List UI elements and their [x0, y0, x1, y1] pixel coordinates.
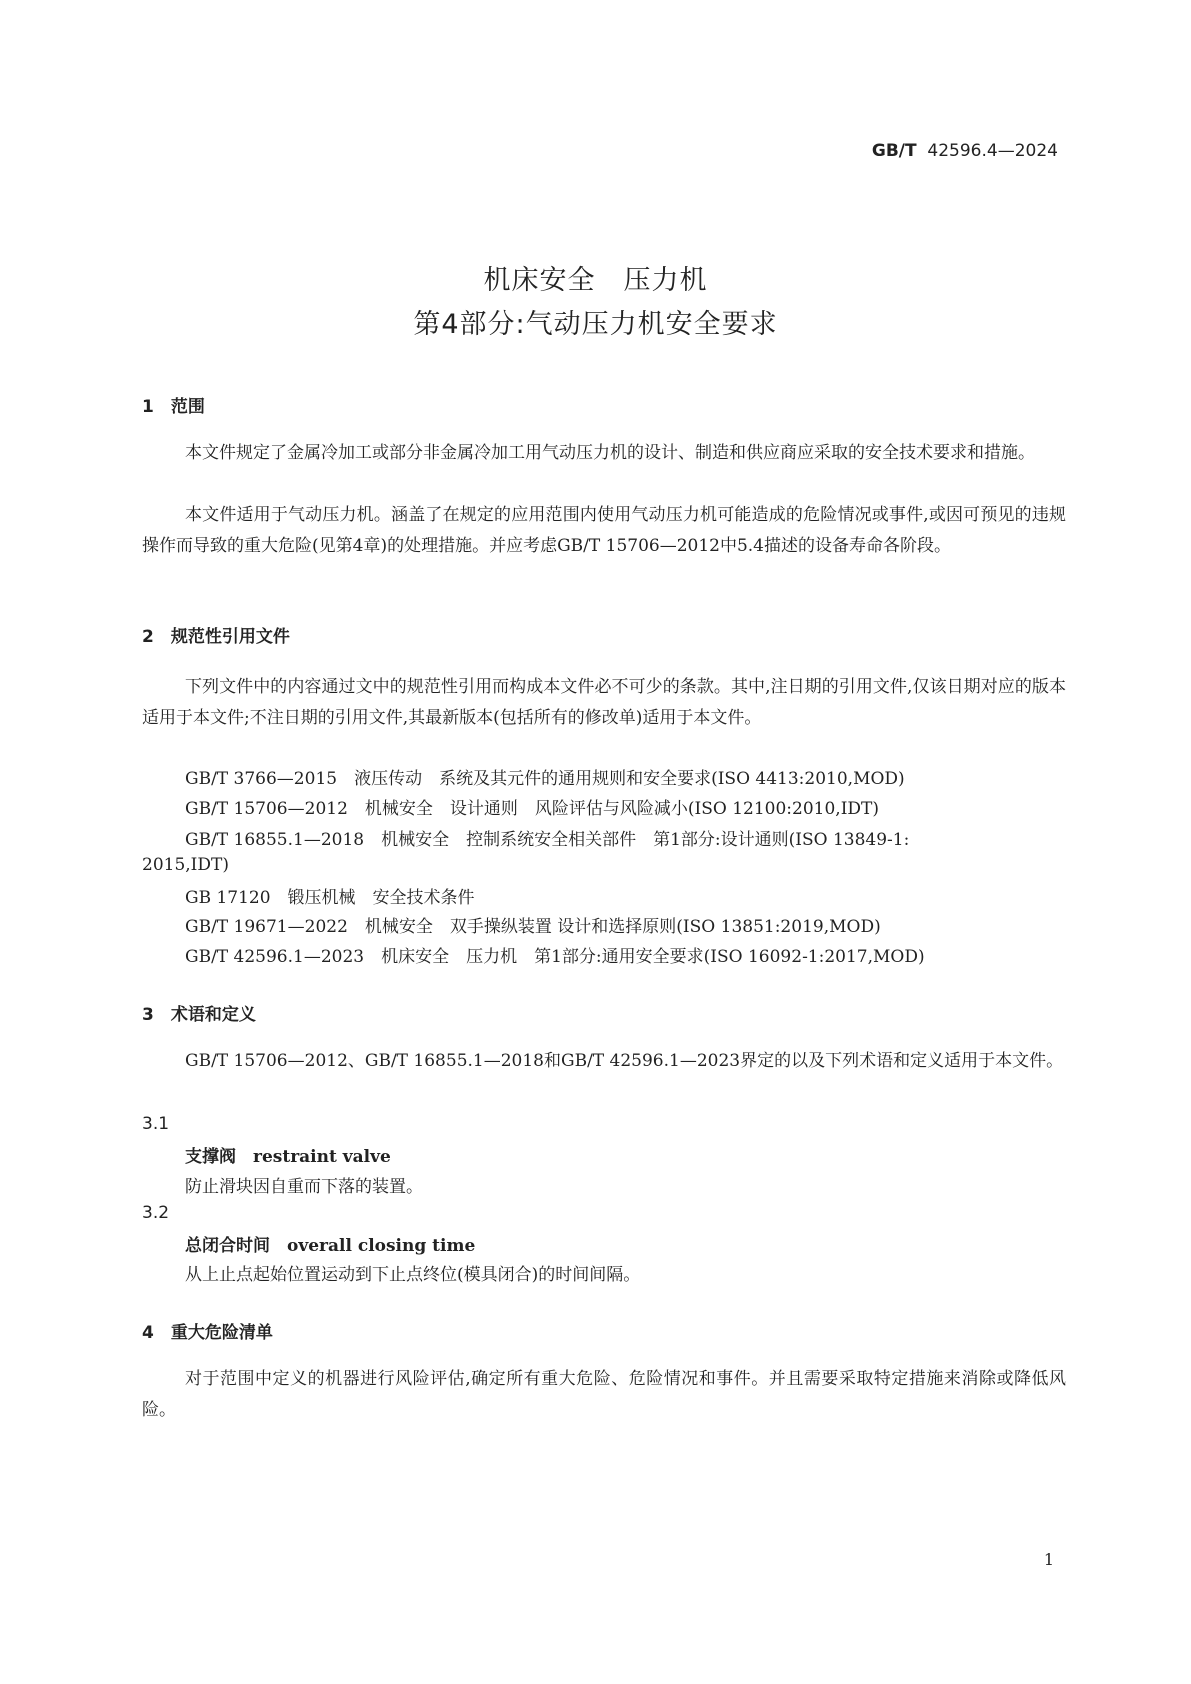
reference-item: GB/T 19671—2022 机械安全 双手操纵装置 设计和选择原则(ISO 13851:2019,MOD) [185, 917, 881, 937]
term-english: restraint valve [253, 1147, 391, 1167]
term-entry [185, 1231, 475, 1256]
section-1-paragraph-2: 本文件适用于气动压力机。涵盖了在规定的应用范围内使用气动压力机可能造成的危险情况或事件,或因可预见的违规操作而导致的重大危险(见第4章)的处理措施。并应考虑GB/T 15706—2012中5.4描述的设备寿命各阶段。 [142, 505, 1066, 556]
term-number: 3.1 [142, 1114, 170, 1134]
reference-item: GB/T 16855.1—2018 机械安全 控制系统安全相关部件 第1部分:设计通则(ISO 13849-1: [185, 830, 910, 850]
section-1-paragraph-1: 本文件规定了金属冷加工或部分非金属冷加工用气动压力机的设计、制造和供应商应采取的安全技术要求和措施。 [185, 443, 1035, 463]
standard-prefix: GB/T [871, 141, 917, 161]
reference-item: GB/T 42596.1—2023 机床安全 压力机 第1部分:通用安全要求(ISO 16092-1:2017,MOD) [185, 947, 925, 967]
term-english: overall closing time [287, 1236, 476, 1256]
section-1-heading: 1 范围 [142, 397, 205, 417]
section-2-heading: 2 规范性引用文件 [142, 627, 290, 647]
reference-item: GB/T 15706—2012 机械安全 设计通则 风险评估与风险减小(ISO 12100:2010,IDT) [185, 799, 880, 819]
term-chinese: 总闭合时间 [185, 1236, 270, 1256]
standard-number: 42596.4—2024 [927, 141, 1058, 161]
title-line-1: 机床安全 压力机 [483, 265, 708, 296]
term-definition: 从上止点起始位置运动到下止点终位(模具闭合)的时间间隔。 [185, 1265, 641, 1285]
reference-item: GB/T 3766—2015 液压传动 系统及其元件的通用规则和安全要求(ISO 4413:2010,MOD) [185, 769, 905, 789]
title-line-2: 第4部分:气动压力机安全要求 [413, 309, 778, 340]
page-number: 1 [1043, 1550, 1054, 1569]
reference-item-continuation: 2015,IDT) [142, 855, 229, 875]
section-3-intro: GB/T 15706—2012、GB/T 16855.1—2018和GB/T 42596.1—2023界定的以及下列术语和定义适用于本文件。 [185, 1051, 1064, 1071]
term-number: 3.2 [142, 1203, 170, 1223]
section-2-intro: 下列文件中的内容通过文中的规范性引用而构成本文件必不可少的条款。其中,注日期的引用文件,仅该日期对应的版本适用于本文件;不注日期的引用文件,其最新版本(包括所有的修改单)适用于本文件。 [142, 677, 1066, 728]
reference-item: GB 17120 锻压机械 安全技术条件 [185, 888, 475, 908]
term-chinese: 支撑阀 [185, 1147, 236, 1167]
section-4-heading: 4 重大危险清单 [142, 1323, 273, 1343]
section-4-paragraph: 对于范围中定义的机器进行风险评估,确定所有重大危险、危险情况和事件。并且需要采取特定措施来消除或降低风险。 [142, 1369, 1066, 1420]
term-entry [185, 1142, 391, 1167]
section-3-heading: 3 术语和定义 [142, 1005, 256, 1025]
term-definition: 防止滑块因自重而下落的装置。 [185, 1177, 423, 1197]
document-code [872, 141, 1058, 161]
